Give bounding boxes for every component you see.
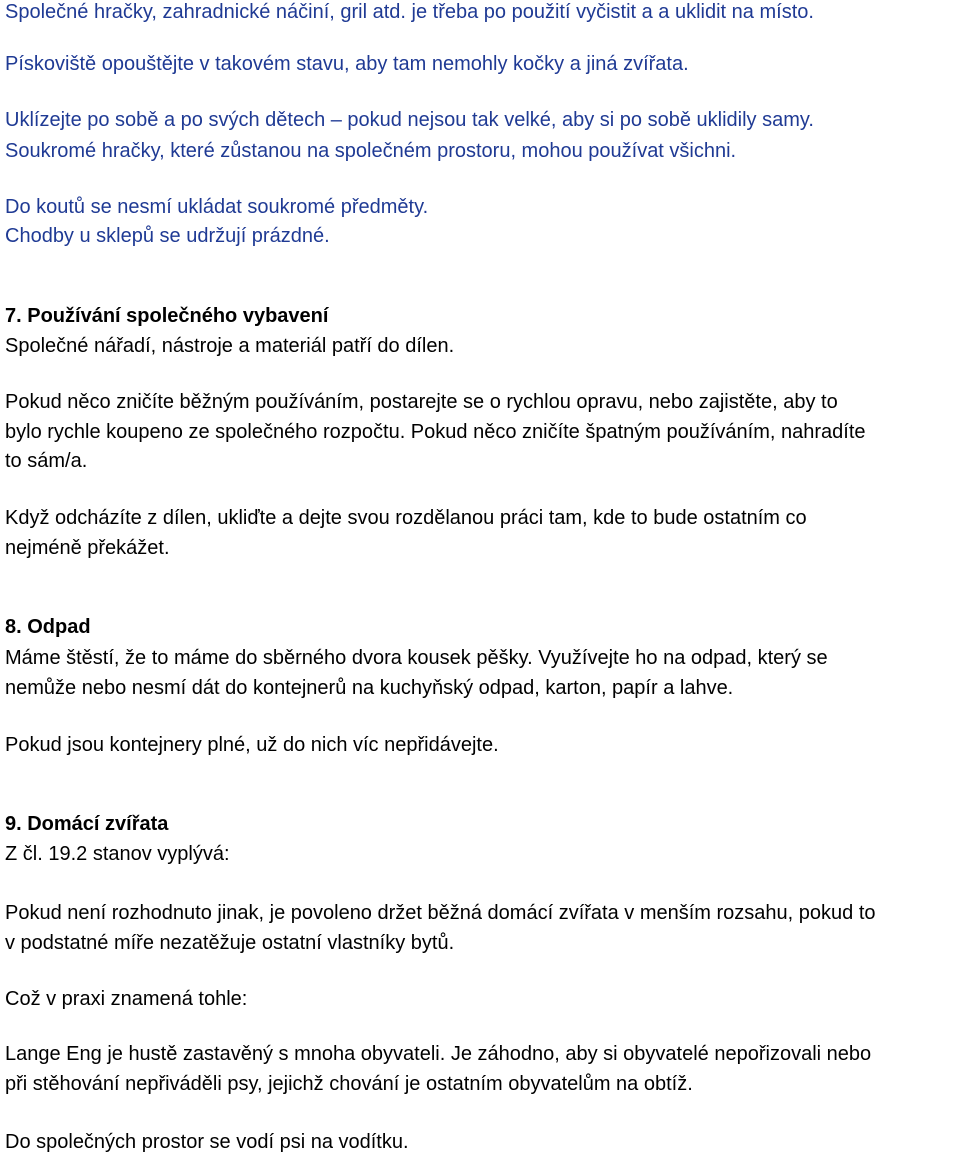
section-7-p1: Společné nářadí, nástroje a materiál patří do dílen. (5, 335, 455, 357)
section-6-p3-line-1: Do koutů se nesmí ukládat soukromé předměty. (5, 196, 429, 218)
section-8-heading: 8. Odpad (5, 616, 91, 638)
section-9-p2-line-1: Pokud není rozhodnuto jinak, je povoleno držet běžná domácí zvířata v menším rozsahu, pokud to (5, 902, 876, 924)
section-8-p1-line-1: Máme štěstí, že to máme do sběrného dvora kousek pěšky. Využívejte ho na odpad, který se (5, 647, 828, 669)
section-9-p2-line-2: v podstatné míře nezatěžuje ostatní vlastníky bytů. (5, 932, 455, 954)
section-6-p2-line-1: Uklízejte po sobě a po svých dětech – pokud nejsou tak velké, aby si po sobě uklidily samy. (5, 109, 814, 131)
section-7-heading: 7. Používání společného vybavení (5, 305, 329, 327)
section-9-p4-line-1: Lange Eng je hustě zastavěný s mnoha obyvateli. Je záhodno, aby si obyvatelé nepořizovali nebo (5, 1043, 872, 1065)
section-6-p1-line-2: Pískoviště opouštějte v takovém stavu, aby tam nemohly kočky a jiná zvířata. (5, 53, 689, 75)
section-6-p1-line-1: Společné hračky, zahradnické náčiní, gril atd. je třeba po použití vyčistit a a uklidit na místo. (5, 1, 814, 23)
section-9-p4-line-2: při stěhování nepřiváděli psy, jejichž chování je ostatním obyvatelům na obtíž. (5, 1073, 693, 1095)
section-9-p5: Do společných prostor se vodí psi na vodítku. (5, 1131, 409, 1153)
section-7-p3-line-1: Když odcházíte z dílen, ukliďte a dejte svou rozdělanou práci tam, kde to bude ostatním co (5, 507, 807, 529)
section-9-p1: Z čl. 19.2 stanov vyplývá: (5, 843, 230, 865)
section-9-p3: Což v praxi znamená tohle: (5, 988, 248, 1010)
section-7-p2-line-2: bylo rychle koupeno ze společného rozpočtu. Pokud něco zničíte špatným používáním, nahradíte (5, 421, 866, 443)
section-8-p2: Pokud jsou kontejnery plné, už do nich víc nepřidávejte. (5, 734, 499, 756)
section-7-p2-line-3: to sám/a. (5, 450, 88, 472)
section-9-heading: 9. Domácí zvířata (5, 813, 169, 835)
section-6-p3-line-2: Chodby u sklepů se udržují prázdné. (5, 225, 330, 247)
section-7-p3-line-2: nejméně překážet. (5, 537, 170, 559)
section-8-p1-line-2: nemůže nebo nesmí dát do kontejnerů na kuchyňský odpad, karton, papír a lahve. (5, 677, 734, 699)
section-6-p2-line-2: Soukromé hračky, které zůstanou na společném prostoru, mohou používat všichni. (5, 140, 737, 162)
section-7-p2-line-1: Pokud něco zničíte běžným používáním, postarejte se o rychlou opravu, nebo zajistěte, aby to (5, 391, 838, 413)
